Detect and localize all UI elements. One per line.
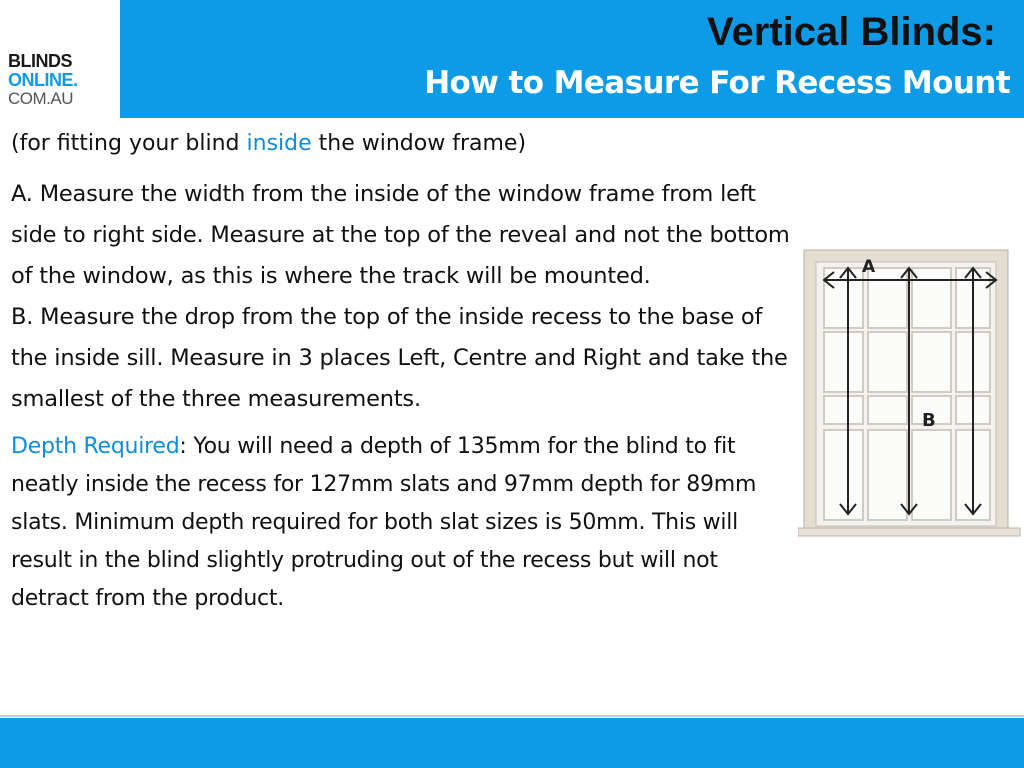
- depth-label: Depth Required: [11, 434, 180, 459]
- logo-line-1: BLINDS: [8, 51, 72, 71]
- footer-divider: [0, 715, 1024, 717]
- logo-line-2: ONLINE.: [8, 70, 78, 90]
- intro-after: the window frame): [311, 131, 527, 156]
- step-a-text: A. Measure the width from the inside of the window frame from left side to right side. Measure at the top of the reveal and not the bottom of the window, as this is where the track will be mounted.: [11, 181, 790, 289]
- footer-bar: [0, 718, 1024, 768]
- measurement-steps: [11, 174, 801, 420]
- intro-text: [11, 126, 801, 162]
- intro-highlight: inside: [246, 131, 312, 156]
- window-sill: [798, 528, 1020, 536]
- depth-text: : You will need a depth of 135mm for the blind to fit neatly inside the recess for 127mm slats and 97mm depth for 89mm slats. Minimum depth required for both slat sizes is 50mm. This will result in the blind slightly protruding out of the recess but will not detract from the product.: [11, 434, 757, 611]
- depth-note: [11, 428, 801, 618]
- label-b: B: [922, 410, 936, 431]
- brand-logo: [0, 0, 120, 118]
- slide-content: [11, 126, 801, 618]
- page-title: Vertical Blinds:: [707, 10, 996, 54]
- intro-before: (for fitting your blind: [11, 131, 247, 156]
- step-b-text: B. Measure the drop from the top of the inside recess to the base of the inside sill. Measure in 3 places Left, Centre and Right and take the smallest of the three measurements.: [11, 304, 788, 412]
- window-diagram: [798, 246, 1024, 546]
- page-subtitle: How to Measure For Recess Mount: [424, 65, 1010, 101]
- logo-line-3: COM.AU: [8, 89, 73, 108]
- header-bar: [120, 0, 1024, 118]
- label-a: A: [862, 257, 876, 277]
